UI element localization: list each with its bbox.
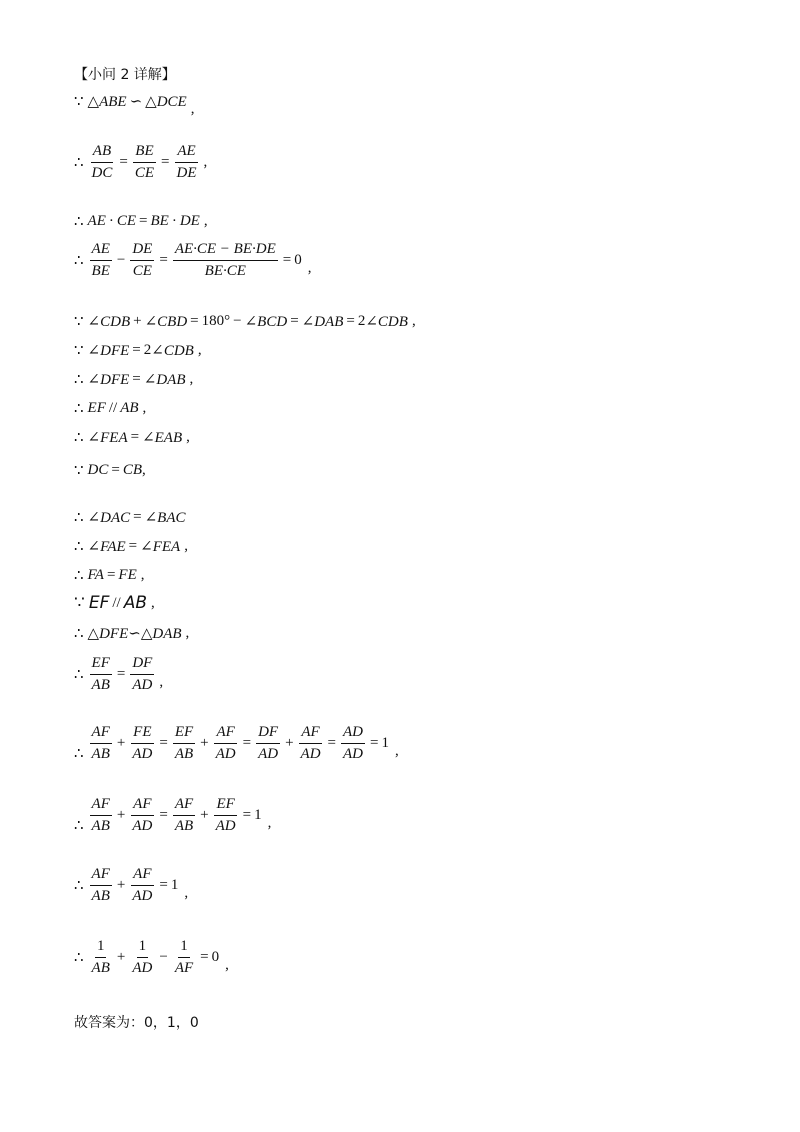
proof-line-1: ∵ △ABE ∽ △DCE , <box>74 94 195 117</box>
proof-line-10: ∵ DC = CB , <box>74 462 146 479</box>
proof-line-18: ∴ $\frac{AF}{AB}$ + $\frac{AF}{AD}$ = $\frac{AF}{AB}$ + $\frac{EF}{AD}$ = 1 , <box>74 796 272 834</box>
proof-line-16: ∴ $\frac{EF}{AB}$ = $\frac{DF}{AD}$ , <box>74 655 164 693</box>
proof-line-17: ∴ $\frac{AF}{AB}$ + $\frac{FE}{AD}$ = $\frac{EF}{AB}$ + $\frac{AF}{AD}$ = $\frac{DF}{AD}$ + $\frac{AF}{AD}$ = $\frac{AD}{AD}$ = 1 , <box>74 724 399 762</box>
proof-line-5: ∵ ∠CDB + ∠CBD = 180° − ∠BCD = ∠DAB = 2 ∠CDB , <box>74 313 416 330</box>
proof-line-20: ∴ $\frac{1}{AB}$ + $\frac{1}{AD}$ − $\frac{1}{AF}$ = 0 , <box>74 938 229 976</box>
proof-line-3: ∴ AE · CE = BE · DE , <box>74 213 208 230</box>
final-answer: 故答案为：0，1，0 <box>74 1015 199 1031</box>
proof-line-15: ∴ △DFE ∽ △DAB , <box>74 625 190 642</box>
proof-line-7: ∴ ∠DFE = ∠DAB , <box>74 371 194 388</box>
section-heading: 【小问 2 详解】 <box>74 67 176 83</box>
proof-line-12: ∴ ∠FAE = ∠FEA , <box>74 538 188 555</box>
proof-line-11: ∴ ∠DAC = ∠BAC <box>74 509 186 526</box>
proof-line-19: ∴ $\frac{AF}{AB}$ + $\frac{AF}{AD}$ = 1 , <box>74 866 189 904</box>
proof-line-2: ∴ $\frac{AB}{DC}$ = $\frac{BE}{CE}$ = $\frac{AE}{DE}$ , <box>74 143 208 181</box>
proof-line-9: ∴ ∠FEA = ∠EAB , <box>74 429 190 446</box>
proof-line-4: ∴ $\frac{AE}{BE}$ − $\frac{DE}{CE}$ = $\frac{AE\cdot CE - BE\cdot DE}{BE\cdot CE}$ = 0 , <box>74 241 312 279</box>
proof-line-6: ∵ ∠DFE = 2 ∠CDB , <box>74 342 202 359</box>
proof-line-13: ∴ FA = FE , <box>74 567 145 584</box>
proof-line-8: ∴ EF // AB , <box>74 400 147 417</box>
proof-line-14: ∵ EF // AB , <box>74 593 155 613</box>
